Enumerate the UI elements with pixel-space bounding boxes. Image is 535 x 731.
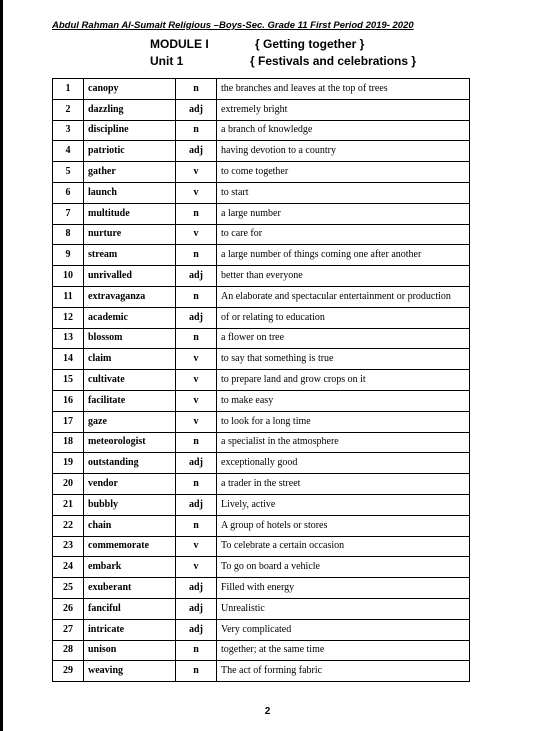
vocab-definition: Lively, active	[217, 494, 470, 515]
table-row	[53, 182, 470, 203]
vocab-word: embark	[84, 557, 176, 578]
vocab-word: multitude	[84, 203, 176, 224]
vocab-word: weaving	[84, 661, 176, 682]
part-of-speech: adj	[176, 99, 217, 120]
unit-label: Unit 1	[150, 54, 184, 68]
vocab-word: gather	[84, 162, 176, 183]
module-subtitle: { Getting together }	[255, 37, 365, 51]
part-of-speech: n	[176, 286, 217, 307]
vocab-definition: The act of forming fabric	[217, 661, 470, 682]
row-number: 29	[53, 661, 84, 682]
vocab-word: fanciful	[84, 598, 176, 619]
part-of-speech: n	[176, 640, 217, 661]
vocab-definition: Unrealistic	[217, 598, 470, 619]
row-number: 1	[53, 79, 84, 100]
vocab-word: facilitate	[84, 390, 176, 411]
part-of-speech: v	[176, 370, 217, 391]
vocab-word: outstanding	[84, 453, 176, 474]
row-number: 7	[53, 203, 84, 224]
table-row	[53, 557, 470, 578]
table-row	[53, 494, 470, 515]
vocab-word: vendor	[84, 474, 176, 495]
table-row	[53, 578, 470, 599]
part-of-speech: n	[176, 432, 217, 453]
row-number: 28	[53, 640, 84, 661]
row-number: 15	[53, 370, 84, 391]
vocab-definition: to start	[217, 182, 470, 203]
vocab-word: unrivalled	[84, 266, 176, 287]
table-row	[53, 432, 470, 453]
row-number: 25	[53, 578, 84, 599]
part-of-speech: adj	[176, 494, 217, 515]
vocab-definition: extremely bright	[217, 99, 470, 120]
part-of-speech: n	[176, 203, 217, 224]
vocab-word: patriotic	[84, 141, 176, 162]
vocab-word: commemorate	[84, 536, 176, 557]
vocab-word: launch	[84, 182, 176, 203]
row-number: 2	[53, 99, 84, 120]
row-number: 17	[53, 411, 84, 432]
row-number: 11	[53, 286, 84, 307]
part-of-speech: v	[176, 224, 217, 245]
vocab-word: nurture	[84, 224, 176, 245]
vocab-definition: better than everyone	[217, 266, 470, 287]
row-number: 6	[53, 182, 84, 203]
table-row	[53, 141, 470, 162]
part-of-speech: adj	[176, 578, 217, 599]
row-number: 19	[53, 453, 84, 474]
row-number: 10	[53, 266, 84, 287]
vocab-word: canopy	[84, 79, 176, 100]
vocab-definition: Very complicated	[217, 619, 470, 640]
part-of-speech: n	[176, 120, 217, 141]
vocab-definition: having devotion to a country	[217, 141, 470, 162]
table-row	[53, 453, 470, 474]
vocab-definition: a flower on tree	[217, 328, 470, 349]
part-of-speech: v	[176, 162, 217, 183]
vocab-definition: together; at the same time	[217, 640, 470, 661]
row-number: 20	[53, 474, 84, 495]
part-of-speech: n	[176, 474, 217, 495]
vocab-definition: a branch of knowledge	[217, 120, 470, 141]
vocab-word: academic	[84, 307, 176, 328]
vocab-definition: a large number of things coming one after another	[217, 245, 470, 266]
table-row	[53, 536, 470, 557]
part-of-speech: n	[176, 328, 217, 349]
left-page-edge	[0, 0, 3, 731]
table-row	[53, 99, 470, 120]
table-row	[53, 224, 470, 245]
row-number: 3	[53, 120, 84, 141]
part-of-speech: adj	[176, 598, 217, 619]
vocab-definition: to come together	[217, 162, 470, 183]
row-number: 12	[53, 307, 84, 328]
table-row	[53, 328, 470, 349]
part-of-speech: n	[176, 661, 217, 682]
row-number: 22	[53, 515, 84, 536]
vocab-word: chain	[84, 515, 176, 536]
vocab-definition: To go on board a vehicle	[217, 557, 470, 578]
part-of-speech: adj	[176, 141, 217, 162]
vocab-definition: a large number	[217, 203, 470, 224]
row-number: 14	[53, 349, 84, 370]
unit-subtitle: { Festivals and celebrations }	[250, 54, 417, 68]
document-header: Abdul Rahman Al-Sumait Religious –Boys-Sec. Grade 11 First Period 2019- 2020	[52, 20, 414, 31]
vocab-definition: a specialist in the atmosphere	[217, 432, 470, 453]
vocab-definition: To celebrate a certain occasion	[217, 536, 470, 557]
vocab-word: intricate	[84, 619, 176, 640]
table-row	[53, 598, 470, 619]
part-of-speech: n	[176, 245, 217, 266]
page-number: 2	[264, 706, 271, 717]
row-number: 26	[53, 598, 84, 619]
part-of-speech: adj	[176, 307, 217, 328]
part-of-speech: n	[176, 79, 217, 100]
table-row	[53, 245, 470, 266]
vocabulary-table	[52, 78, 470, 682]
vocab-definition: A group of hotels or stores	[217, 515, 470, 536]
table-row	[53, 474, 470, 495]
part-of-speech: v	[176, 557, 217, 578]
vocab-word: claim	[84, 349, 176, 370]
row-number: 21	[53, 494, 84, 515]
vocab-word: extravaganza	[84, 286, 176, 307]
part-of-speech: v	[176, 182, 217, 203]
vocab-definition: to prepare land and grow crops on it	[217, 370, 470, 391]
row-number: 5	[53, 162, 84, 183]
table-row	[53, 120, 470, 141]
vocab-word: meteorologist	[84, 432, 176, 453]
part-of-speech: v	[176, 536, 217, 557]
row-number: 23	[53, 536, 84, 557]
vocab-definition: An elaborate and spectacular entertainment or production	[217, 286, 470, 307]
table-row	[53, 661, 470, 682]
table-row	[53, 619, 470, 640]
row-number: 9	[53, 245, 84, 266]
vocab-definition: to care for	[217, 224, 470, 245]
table-row	[53, 203, 470, 224]
vocab-definition: a trader in the street	[217, 474, 470, 495]
table-row	[53, 390, 470, 411]
table-row	[53, 515, 470, 536]
part-of-speech: adj	[176, 619, 217, 640]
vocab-word: gaze	[84, 411, 176, 432]
vocab-definition: to look for a long time	[217, 411, 470, 432]
part-of-speech: v	[176, 411, 217, 432]
vocab-word: exuberant	[84, 578, 176, 599]
row-number: 27	[53, 619, 84, 640]
row-number: 18	[53, 432, 84, 453]
part-of-speech: v	[176, 349, 217, 370]
table-row	[53, 349, 470, 370]
vocab-word: unison	[84, 640, 176, 661]
vocab-word: cultivate	[84, 370, 176, 391]
vocab-definition: Filled with energy	[217, 578, 470, 599]
part-of-speech: n	[176, 515, 217, 536]
vocab-definition: of or relating to education	[217, 307, 470, 328]
part-of-speech: v	[176, 390, 217, 411]
row-number: 4	[53, 141, 84, 162]
part-of-speech: adj	[176, 266, 217, 287]
table-row	[53, 286, 470, 307]
vocab-definition: exceptionally good	[217, 453, 470, 474]
table-row	[53, 640, 470, 661]
row-number: 8	[53, 224, 84, 245]
table-row	[53, 411, 470, 432]
vocab-word: blossom	[84, 328, 176, 349]
module-label: MODULE I	[150, 37, 209, 51]
vocab-definition: to say that something is true	[217, 349, 470, 370]
vocab-word: bubbly	[84, 494, 176, 515]
vocab-definition: the branches and leaves at the top of trees	[217, 79, 470, 100]
table-row	[53, 79, 470, 100]
table-row	[53, 370, 470, 391]
vocab-word: discipline	[84, 120, 176, 141]
row-number: 13	[53, 328, 84, 349]
vocab-word: dazzling	[84, 99, 176, 120]
row-number: 24	[53, 557, 84, 578]
vocab-definition: to make easy	[217, 390, 470, 411]
vocab-word: stream	[84, 245, 176, 266]
table-row	[53, 307, 470, 328]
part-of-speech: adj	[176, 453, 217, 474]
table-row	[53, 162, 470, 183]
table-row	[53, 266, 470, 287]
row-number: 16	[53, 390, 84, 411]
